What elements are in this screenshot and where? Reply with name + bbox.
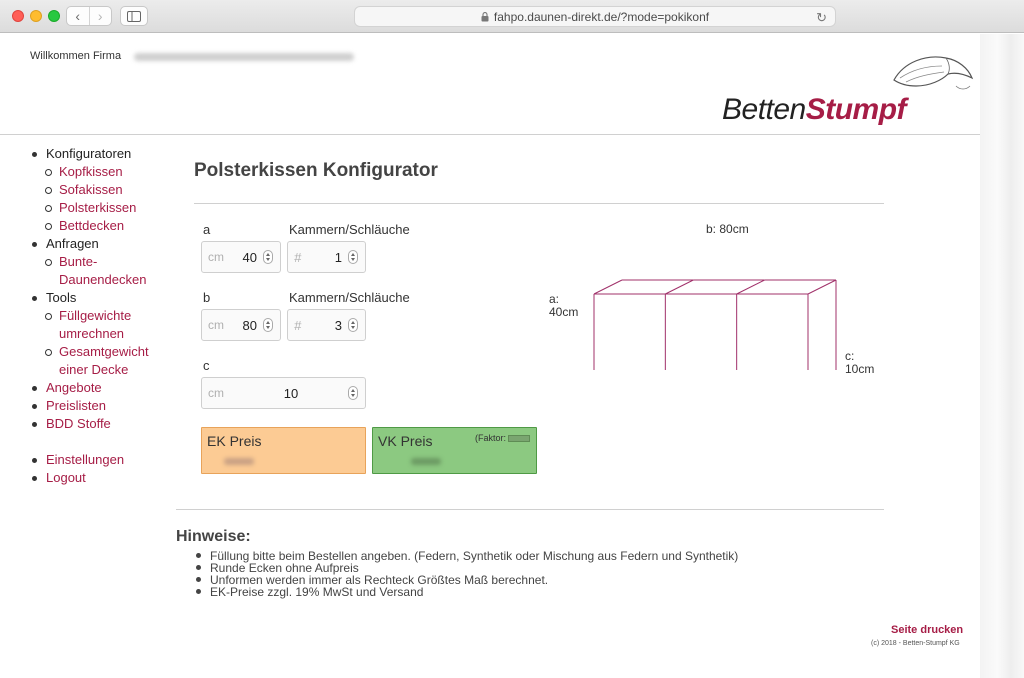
sidebar-nav xyxy=(32,145,149,487)
nav-link-gesamtgewicht[interactable] xyxy=(32,343,149,379)
vk-price-label: VK Preis xyxy=(378,433,433,449)
unit-prefix: cm xyxy=(208,318,224,332)
bird-logo-icon xyxy=(886,50,976,98)
chevron-right-icon: › xyxy=(97,8,103,24)
copyright: (c) 2018 - Betten-Stumpf KG xyxy=(871,640,960,647)
unit-prefix: cm xyxy=(208,386,224,400)
stepper-icon[interactable] xyxy=(263,318,273,332)
nav-link-einstellungen[interactable]: Einstellungen xyxy=(32,451,149,469)
stepper-icon[interactable] xyxy=(348,318,358,332)
diagram-chamber-top xyxy=(594,280,622,294)
b-kammern-input[interactable] xyxy=(287,309,366,341)
history-nav xyxy=(66,6,112,26)
reload-icon[interactable]: ↻ xyxy=(816,10,827,25)
chevron-left-icon: ‹ xyxy=(75,8,81,24)
nav-spacer xyxy=(32,433,149,451)
stepper-icon[interactable] xyxy=(348,250,358,264)
blurred-ek-price xyxy=(224,458,254,465)
logo-text xyxy=(722,95,906,125)
browser-toolbar xyxy=(0,0,1024,33)
hash-prefix: # xyxy=(294,317,302,333)
notes-title: Hinweise: xyxy=(176,528,251,545)
diagram-edge xyxy=(808,280,836,294)
nav-link-preislisten[interactable]: Preislisten xyxy=(32,397,149,415)
stepper-icon[interactable] xyxy=(348,386,358,400)
diagram-chamber-top xyxy=(665,280,693,294)
b-value: 80 xyxy=(242,317,257,333)
faktor xyxy=(475,433,530,443)
logo-text-betten: Betten xyxy=(722,93,806,126)
forward-button[interactable] xyxy=(89,7,112,25)
diagram-c-label xyxy=(845,350,874,376)
c-input[interactable] xyxy=(201,377,366,409)
blurred-company-name xyxy=(134,53,354,61)
a-kammern-input[interactable] xyxy=(287,241,366,273)
page xyxy=(0,34,980,678)
faktor-label: (Faktor: xyxy=(474,433,506,443)
note-item: Füllung bitte beim Bestellen angeben. (Federn, Synthetik oder Mischung aus Federn und Synthetik) xyxy=(196,550,738,562)
header-divider xyxy=(0,134,980,135)
title-divider xyxy=(194,203,884,204)
ek-price-label: EK Preis xyxy=(207,433,262,449)
a-input[interactable] xyxy=(201,241,281,273)
a-value: 40 xyxy=(242,249,257,265)
background-decoration xyxy=(980,34,1024,678)
diagram-a-label-line: a: xyxy=(549,292,560,306)
label-kammern-b: Kammern/Schläuche xyxy=(289,290,410,305)
minimize-window-button[interactable] xyxy=(30,10,42,22)
note-item: EK-Preise zzgl. 19% MwSt und Versand xyxy=(196,586,738,598)
notes-divider xyxy=(176,509,884,510)
logo xyxy=(722,50,978,130)
nav-link-label: Daunendecken xyxy=(59,272,147,287)
label-b: b xyxy=(203,290,211,305)
diagram-a-label xyxy=(549,293,578,319)
sidebar-icon xyxy=(127,11,141,22)
lock-icon xyxy=(481,12,489,22)
diagram-a-label-line: 40cm xyxy=(549,305,579,319)
a-kammern-value: 1 xyxy=(334,249,342,265)
print-page-link[interactable]: Seite drucken xyxy=(891,624,964,636)
page-title: Polsterkissen Konfigurator xyxy=(194,160,438,181)
nav-link-label: umrechnen xyxy=(59,326,125,341)
nav-link-fuellgewichte[interactable] xyxy=(32,307,149,343)
hash-prefix: # xyxy=(294,249,302,265)
zoom-window-button[interactable] xyxy=(48,10,60,22)
label-a: a xyxy=(203,222,211,237)
back-button[interactable] xyxy=(67,7,89,25)
vk-price-box xyxy=(372,427,537,474)
logo-text-stumpf: Stumpf xyxy=(805,93,907,126)
nav-link-sofakissen[interactable]: Sofakissen xyxy=(32,181,149,199)
close-window-button[interactable] xyxy=(12,10,24,22)
stepper-icon[interactable] xyxy=(263,250,273,264)
notes-list xyxy=(196,550,738,598)
nav-link-bunte-daunendecken[interactable] xyxy=(32,253,149,289)
unit-prefix: cm xyxy=(208,250,224,264)
nav-section-konfiguratoren: Konfiguratoren xyxy=(32,145,149,163)
nav-section-anfragen: Anfragen xyxy=(32,235,149,253)
b-kammern-value: 3 xyxy=(334,317,342,333)
diagram-b-label: b: 80cm xyxy=(706,222,749,236)
nav-link-polsterkissen[interactable]: Polsterkissen xyxy=(32,199,149,217)
url-text: fahpo.daunen-direkt.de/?mode=pokikonf xyxy=(493,9,710,24)
diagram-c-label-line: 10cm xyxy=(845,362,875,376)
blurred-vk-price xyxy=(411,458,441,465)
pillow-diagram xyxy=(588,240,840,370)
label-kammern-a: Kammern/Schläuche xyxy=(289,222,410,237)
nav-link-label: Bunte- xyxy=(59,254,98,269)
nav-link-label: Gesamtgewicht xyxy=(59,344,149,359)
b-input[interactable] xyxy=(201,309,281,341)
nav-link-label: einer Decke xyxy=(59,362,129,377)
nav-link-label: Füllgewichte xyxy=(59,308,132,323)
nav-link-logout[interactable]: Logout xyxy=(32,469,149,487)
nav-link-bdd-stoffe[interactable]: BDD Stoffe xyxy=(32,415,149,433)
nav-link-bettdecken[interactable]: Bettdecken xyxy=(32,217,149,235)
ek-price-box xyxy=(201,427,366,474)
diagram-chamber-top xyxy=(737,280,765,294)
welcome-text: Willkommen Firma xyxy=(30,50,122,62)
note-item: Runde Ecken ohne Aufpreis xyxy=(196,562,738,574)
sidebar-toggle-button[interactable] xyxy=(120,6,148,26)
diagram-c-label-line: c: xyxy=(845,349,855,363)
nav-link-kopfkissen[interactable]: Kopfkissen xyxy=(32,163,149,181)
address-bar[interactable] xyxy=(354,6,836,27)
nav-link-angebote[interactable]: Angebote xyxy=(32,379,149,397)
note-item: Unformen werden immer als Rechteck Größtes Maß berechnet. xyxy=(196,574,738,586)
c-value: 10 xyxy=(283,385,299,401)
nav-section-tools: Tools xyxy=(32,289,149,307)
faktor-input[interactable] xyxy=(508,435,530,442)
label-c: c xyxy=(203,358,210,373)
